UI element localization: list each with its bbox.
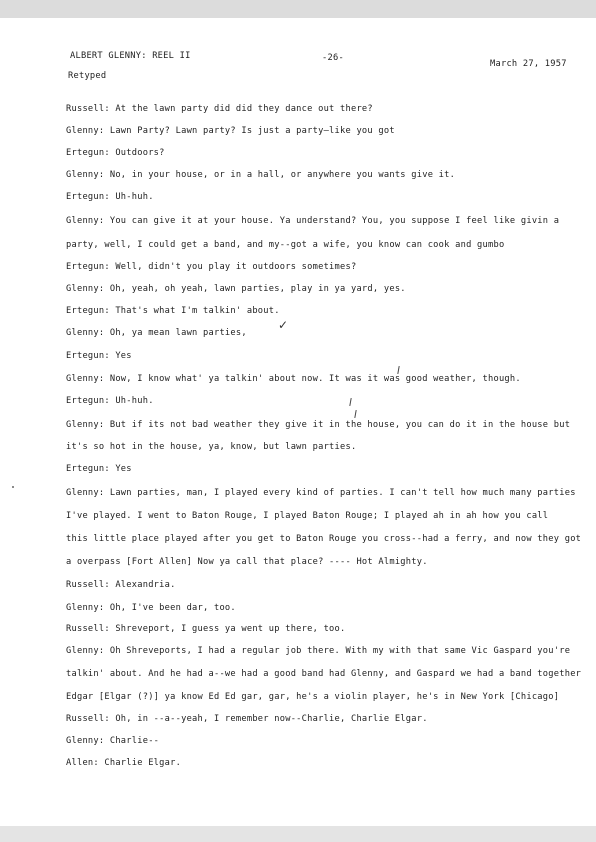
transcript-line: Allen: Charlie Elgar.: [66, 758, 182, 768]
handwritten-tick-mark: [354, 410, 356, 418]
header-name-reel: ALBERT GLENNY: REEL II: [70, 51, 191, 61]
transcript-line: Glenny: Lawn Party? Lawn party? Is just a party—like you got: [66, 126, 395, 136]
transcript-line: Russell: Alexandria.: [66, 580, 176, 590]
handwritten-tick-mark: [397, 366, 399, 374]
transcript-line: talkin' about. And he had a--we had a good band had Glenny, and Gaspard we had a band together: [66, 669, 582, 679]
transcript-line: Glenny: Oh, I've been dar, too.: [66, 603, 236, 613]
transcript-line: Edgar [Elgar (?)] ya know Ed Ed gar, gar, he's a violin player, he's in New York [Chicago]: [66, 692, 560, 702]
handwritten-tick-mark: [349, 398, 351, 406]
transcript-line: Russell: Shreveport, I guess ya went up there, too.: [66, 624, 346, 634]
transcript-line: I've played. I went to Baton Rouge, I played Baton Rouge; I played ah in ah how you call: [66, 511, 549, 521]
transcript-line: Glenny: Oh, ya mean lawn parties,: [66, 328, 247, 338]
header-date: March 27, 1957: [490, 59, 567, 69]
handwritten-checkmark: ✓: [278, 318, 289, 332]
transcript-line: Glenny: No, in your house, or in a hall, or anywhere you wants give it.: [66, 170, 456, 180]
scan-top-edge: [0, 0, 596, 18]
transcript-line: Ertegun: Uh-huh.: [66, 192, 154, 202]
scan-bottom-edge: [0, 826, 596, 842]
transcript-line: Glenny: You can give it at your house. Ya understand? You, you suppose I feel like givin a: [66, 216, 560, 226]
transcript-line: a overpass [Fort Allen] Now ya call that place? ---- Hot Almighty.: [66, 557, 428, 567]
transcript-line: Ertegun: Yes: [66, 464, 132, 474]
transcript-line: Ertegun: Uh-huh.: [66, 396, 154, 406]
transcript-line: Ertegun: Yes: [66, 351, 132, 361]
transcript-line: this little place played after you get to Baton Rouge you cross--had a ferry, and now they got: [66, 534, 582, 544]
transcript-line: Glenny: But if its not bad weather they give it in the house, you can do it in the house but: [66, 420, 571, 430]
transcript-line: Glenny: Oh, yeah, oh yeah, lawn parties, play in ya yard, yes.: [66, 284, 406, 294]
transcript-line: Glenny: Now, I know what' ya talkin' about now. It was it was good weather, though.: [66, 374, 521, 384]
transcript-line: Ertegun: Outdoors?: [66, 148, 165, 158]
transcript-line: it's so hot in the house, ya, know, but lawn parties.: [66, 442, 357, 452]
retyped-note: Retyped: [68, 71, 107, 81]
transcript-line: Russell: Oh, in --a--yeah, I remember now--Charlie, Charlie Elgar.: [66, 714, 428, 724]
transcript-line: Ertegun: That's what I'm talkin' about.: [66, 306, 280, 316]
transcript-line: party, well, I could get a band, and my--got a wife, you know can cook and gumbo: [66, 240, 505, 250]
transcript-line: Ertegun: Well, didn't you play it outdoors sometimes?: [66, 262, 357, 272]
transcript-line: Glenny: Lawn parties, man, I played every kind of parties. I can't tell how much many parties: [66, 488, 576, 498]
transcript-line: Russell: At the lawn party did did they dance out there?: [66, 104, 373, 114]
transcript-line: Glenny: Oh Shreveports, I had a regular job there. With my with that same Vic Gaspard you're: [66, 646, 571, 656]
scan-speck: [12, 486, 14, 488]
transcript-line: Glenny: Charlie--: [66, 736, 160, 746]
page-number: -26-: [322, 53, 344, 63]
